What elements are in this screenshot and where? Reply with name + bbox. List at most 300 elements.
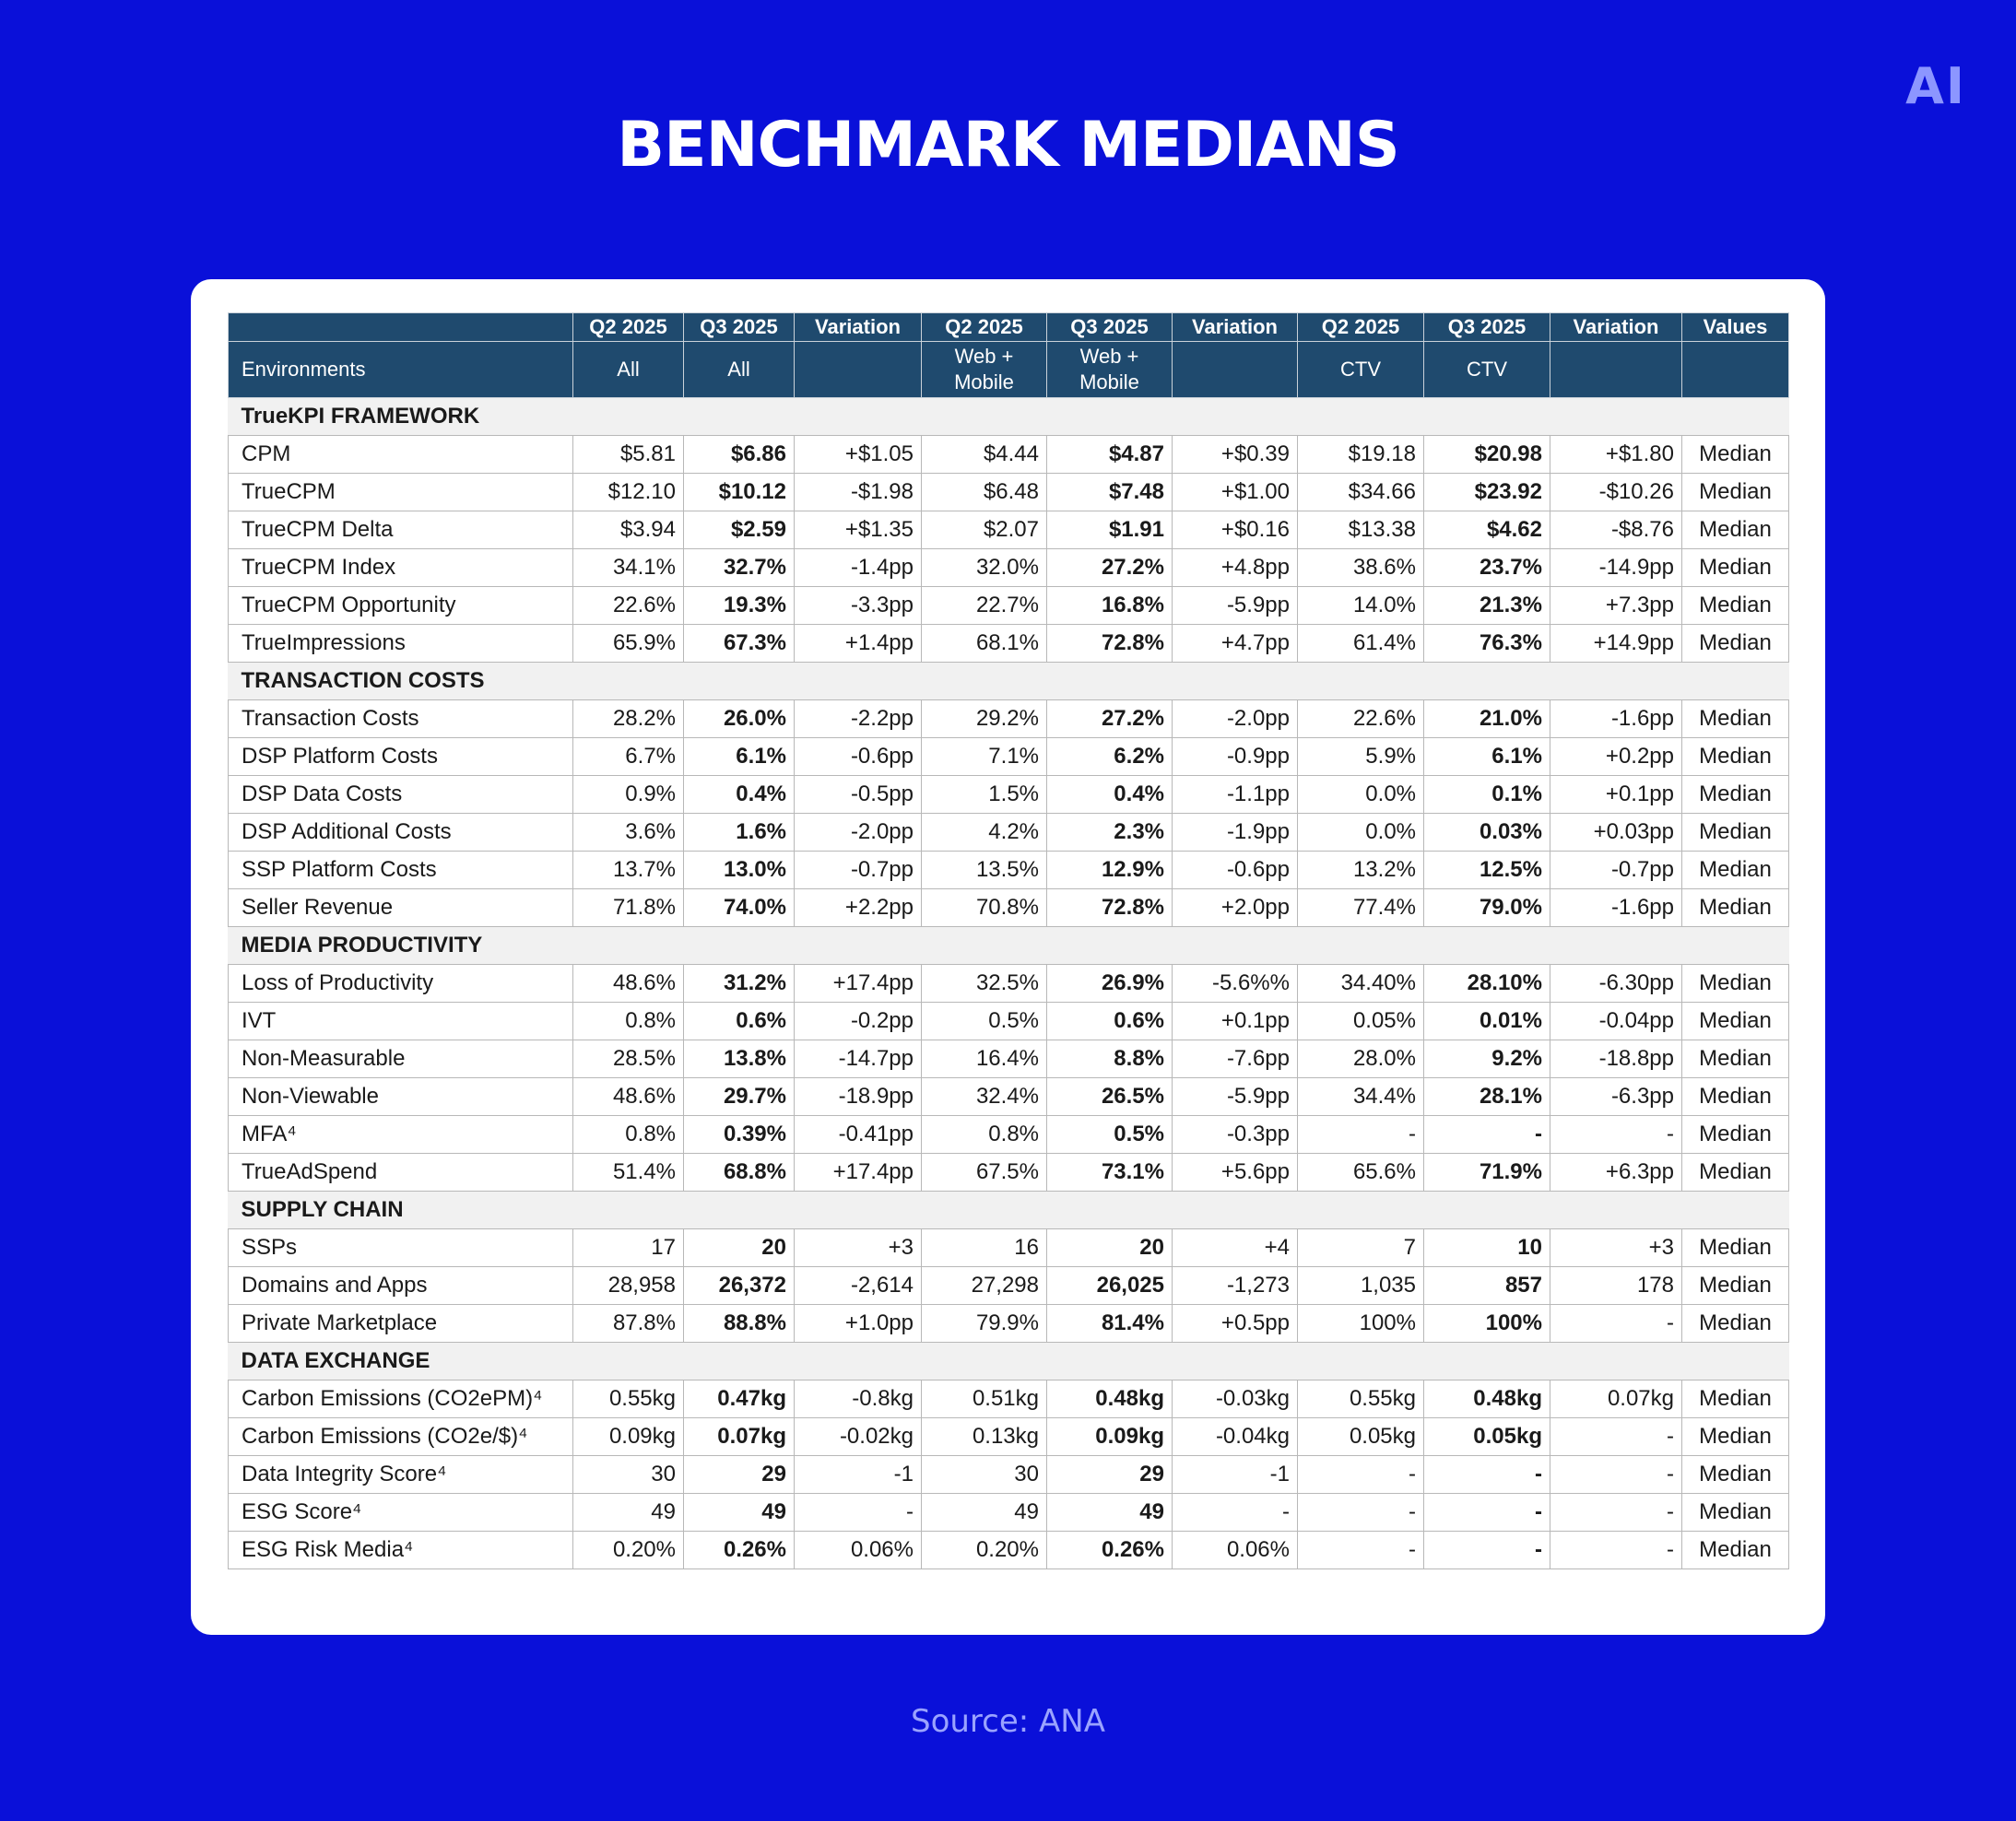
table-cell: -0.04kg [1173,1418,1298,1456]
table-cell: 0.8% [922,1116,1047,1154]
value-type-cell: Median [1682,1494,1789,1532]
header-cell: All [684,342,795,398]
table-cell: 2.3% [1047,814,1173,852]
table-cell: 22.7% [922,587,1047,625]
value-type-cell: Median [1682,1418,1789,1456]
table-cell: 0.06% [1173,1532,1298,1569]
table-cell: -0.41pp [795,1116,922,1154]
header-cell: Q2 2025 [1298,313,1424,342]
table-cell: 30 [573,1456,684,1494]
metric-label: TrueCPM Opportunity [229,587,573,625]
table-cell: 34.4% [1298,1078,1424,1116]
table-cell: 0.26% [684,1532,795,1569]
table-cell: - [1424,1494,1550,1532]
value-type-cell: Median [1682,814,1789,852]
table-cell: -0.03kg [1173,1380,1298,1418]
table-cell: 6.1% [684,738,795,776]
table-cell: 21.3% [1424,587,1550,625]
table-cell: -2.2pp [795,700,922,738]
table-row [229,889,1789,927]
table-cell: +0.1pp [1550,776,1682,814]
table-cell: $12.10 [573,474,684,511]
table-cell: - [1298,1116,1424,1154]
table-cell: - [1424,1456,1550,1494]
table-row [229,549,1789,587]
table-cell: $1.91 [1047,511,1173,549]
table-cell: 13.8% [684,1040,795,1078]
table-cell: - [1550,1532,1682,1569]
metric-label: IVT [229,1003,573,1040]
table-cell: 31.2% [684,965,795,1003]
table-cell: $7.48 [1047,474,1173,511]
table-cell: -2,614 [795,1267,922,1305]
table-cell: $3.94 [573,511,684,549]
value-type-cell: Median [1682,1456,1789,1494]
table-cell: -14.7pp [795,1040,922,1078]
table-cell: $20.98 [1424,436,1550,474]
table-cell: 0.47kg [684,1380,795,1418]
table-row [229,511,1789,549]
value-type-cell: Median [1682,1532,1789,1569]
metric-label: ESG Score⁴ [229,1494,573,1532]
table-cell: 32.0% [922,549,1047,587]
table-cell: -1.4pp [795,549,922,587]
value-type-cell: Median [1682,1229,1789,1267]
table-cell: -0.7pp [1550,852,1682,889]
table-cell: 0.13kg [922,1418,1047,1456]
table-cell: 0.03% [1424,814,1550,852]
table-body [229,398,1789,1569]
table-cell: 48.6% [573,1078,684,1116]
table-cell: 72.8% [1047,889,1173,927]
table-cell: +0.2pp [1550,738,1682,776]
table-cell: 32.4% [922,1078,1047,1116]
table-cell: - [1298,1494,1424,1532]
table-cell: -1.6pp [1550,889,1682,927]
table-cell: +0.1pp [1173,1003,1298,1040]
table-cell: $34.66 [1298,474,1424,511]
table-cell: 87.8% [573,1305,684,1343]
table-cell: 0.1% [1424,776,1550,814]
table-cell: 8.8% [1047,1040,1173,1078]
table-row [229,1040,1789,1078]
table-row [229,700,1789,738]
table-cell: +3 [1550,1229,1682,1267]
table-cell: 29.2% [922,700,1047,738]
table-cell: 67.3% [684,625,795,663]
table-cell: 26.9% [1047,965,1173,1003]
table-cell: 49 [1047,1494,1173,1532]
section-header-row [229,1343,1789,1380]
table-cell: -0.7pp [795,852,922,889]
table-cell: 1.5% [922,776,1047,814]
value-type-cell: Median [1682,1003,1789,1040]
table-row [229,738,1789,776]
table-cell: 13.2% [1298,852,1424,889]
table-cell: +3 [795,1229,922,1267]
table-container [228,312,1788,1569]
metric-label: Data Integrity Score⁴ [229,1456,573,1494]
table-cell: 28.0% [1298,1040,1424,1078]
table-cell: 22.6% [1298,700,1424,738]
value-type-cell: Median [1682,549,1789,587]
header-row-periods [229,313,1789,342]
header-cell: Q3 2025 [1424,313,1550,342]
table-cell: 0.26% [1047,1532,1173,1569]
value-type-cell: Median [1682,852,1789,889]
table-row [229,852,1789,889]
table-cell: 29 [684,1456,795,1494]
table-cell: +1.4pp [795,625,922,663]
table-row [229,814,1789,852]
table-cell: -18.8pp [1550,1040,1682,1078]
table-cell: 100% [1424,1305,1550,1343]
table-cell: +$1.80 [1550,436,1682,474]
table-cell: 79.0% [1424,889,1550,927]
table-cell: $13.38 [1298,511,1424,549]
value-type-cell: Median [1682,889,1789,927]
table-cell: 71.9% [1424,1154,1550,1192]
table-cell: 49 [922,1494,1047,1532]
table-cell: 0.0% [1298,776,1424,814]
header-cell: Variation [1550,313,1682,342]
table-cell: 4.2% [922,814,1047,852]
header-cell: Web + Mobile [922,342,1047,398]
header-cell: Values [1682,313,1789,342]
table-cell: 0.05kg [1424,1418,1550,1456]
table-cell: 74.0% [684,889,795,927]
table-cell: 0.09kg [1047,1418,1173,1456]
table-cell: +$1.05 [795,436,922,474]
table-cell: 3.6% [573,814,684,852]
table-cell: $2.59 [684,511,795,549]
metric-label: Transaction Costs [229,700,573,738]
section-header-row [229,1192,1789,1229]
table-cell: -18.9pp [795,1078,922,1116]
header-cell: Variation [1173,313,1298,342]
table-cell: - [1550,1456,1682,1494]
table-cell: +2.0pp [1173,889,1298,927]
table-cell: +4.8pp [1173,549,1298,587]
table-cell: $2.07 [922,511,1047,549]
section-header-row [229,927,1789,965]
table-cell: +1.0pp [795,1305,922,1343]
table-cell: -7.6pp [1173,1040,1298,1078]
table-cell: 0.09kg [573,1418,684,1456]
table-cell: 81.4% [1047,1305,1173,1343]
table-cell: 0.6% [1047,1003,1173,1040]
metric-label: Non-Viewable [229,1078,573,1116]
table-cell: 19.3% [684,587,795,625]
table-cell: - [795,1494,922,1532]
metric-label: TrueAdSpend [229,1154,573,1192]
metric-label: TrueCPM Index [229,549,573,587]
value-type-cell: Median [1682,965,1789,1003]
table-cell: 0.20% [573,1532,684,1569]
table-cell: $4.44 [922,436,1047,474]
table-cell: 0.07kg [684,1418,795,1456]
metric-label: SSPs [229,1229,573,1267]
table-row [229,1078,1789,1116]
metric-label: TrueImpressions [229,625,573,663]
metric-label: TrueCPM Delta [229,511,573,549]
table-cell: 28.1% [1424,1078,1550,1116]
table-cell: -1 [795,1456,922,1494]
table-cell: 27,298 [922,1267,1047,1305]
table-cell: 12.5% [1424,852,1550,889]
table-cell: 38.6% [1298,549,1424,587]
table-cell: 0.07kg [1550,1380,1682,1418]
page-title: BENCHMARK MEDIANS [617,109,1399,182]
metric-label: Loss of Productivity [229,965,573,1003]
table-cell: $6.48 [922,474,1047,511]
table-cell: 26,025 [1047,1267,1173,1305]
value-type-cell: Median [1682,1267,1789,1305]
table-row [229,965,1789,1003]
table-cell: 13.5% [922,852,1047,889]
table-cell: 100% [1298,1305,1424,1343]
table-cell: 27.2% [1047,700,1173,738]
table-row [229,1456,1789,1494]
section-title: SUPPLY CHAIN [229,1192,1789,1229]
table-cell: 5.9% [1298,738,1424,776]
brand-logo: AI [1905,57,1966,115]
table-cell: 6.1% [1424,738,1550,776]
table-cell: 10 [1424,1229,1550,1267]
value-type-cell: Median [1682,1154,1789,1192]
value-type-cell: Median [1682,1380,1789,1418]
table-cell: - [1550,1116,1682,1154]
section-header-row [229,398,1789,436]
value-type-cell: Median [1682,1040,1789,1078]
table-row [229,436,1789,474]
table-cell: -0.02kg [795,1418,922,1456]
header-cell: Variation [795,313,922,342]
table-cell: 9.2% [1424,1040,1550,1078]
header-cell [229,313,573,342]
table-cell: 48.6% [573,965,684,1003]
table-cell: +17.4pp [795,1154,922,1192]
header-cell [795,342,922,398]
table-row [229,1229,1789,1267]
table-cell: - [1298,1456,1424,1494]
table-row [229,1305,1789,1343]
table-cell: 21.0% [1424,700,1550,738]
table-cell: $10.12 [684,474,795,511]
table-row [229,474,1789,511]
table-cell: +2.2pp [795,889,922,927]
table-cell: - [1424,1532,1550,1569]
table-cell: -14.9pp [1550,549,1682,587]
table-cell: 857 [1424,1267,1550,1305]
table-cell: 0.55kg [1298,1380,1424,1418]
table-cell: 20 [684,1229,795,1267]
table-cell: +5.6pp [1173,1154,1298,1192]
table-cell: -1.1pp [1173,776,1298,814]
table-cell: 0.48kg [1424,1380,1550,1418]
header-cell-environments: Environments [229,342,573,398]
table-cell: +17.4pp [795,965,922,1003]
table-cell: -1.9pp [1173,814,1298,852]
value-type-cell: Median [1682,776,1789,814]
table-row [229,587,1789,625]
table-cell: 28.10% [1424,965,1550,1003]
table-cell: 34.1% [573,549,684,587]
table-cell: 26.0% [684,700,795,738]
table-cell: 49 [684,1494,795,1532]
value-type-cell: Median [1682,1305,1789,1343]
table-cell: 178 [1550,1267,1682,1305]
table-cell: - [1173,1494,1298,1532]
table-cell: -$10.26 [1550,474,1682,511]
value-type-cell: Median [1682,1078,1789,1116]
table-cell: $4.87 [1047,436,1173,474]
table-cell: -$8.76 [1550,511,1682,549]
table-card [191,279,1825,1635]
header-cell [1682,342,1789,398]
section-title: TRANSACTION COSTS [229,663,1789,700]
table-cell: 0.20% [922,1532,1047,1569]
table-cell: 72.8% [1047,625,1173,663]
table-cell: 0.39% [684,1116,795,1154]
table-cell: -3.3pp [795,587,922,625]
metric-label: CPM [229,436,573,474]
table-cell: 0.06% [795,1532,922,1569]
table-cell: 71.8% [573,889,684,927]
table-cell: -$1.98 [795,474,922,511]
table-cell: +4 [1173,1229,1298,1267]
metric-label: Private Marketplace [229,1305,573,1343]
table-cell: 13.0% [684,852,795,889]
table-cell: 70.8% [922,889,1047,927]
table-cell: 26.5% [1047,1078,1173,1116]
table-cell: 28.5% [573,1040,684,1078]
table-cell: 20 [1047,1229,1173,1267]
table-cell: 0.48kg [1047,1380,1173,1418]
table-cell: 0.4% [1047,776,1173,814]
table-cell: -0.5pp [795,776,922,814]
table-row [229,1532,1789,1569]
table-cell: 0.05kg [1298,1418,1424,1456]
table-cell: +$0.39 [1173,436,1298,474]
metric-label: Domains and Apps [229,1267,573,1305]
header-cell: Q3 2025 [1047,313,1173,342]
table-cell: 77.4% [1298,889,1424,927]
table-cell: -1.6pp [1550,700,1682,738]
value-type-cell: Median [1682,738,1789,776]
table-cell: 1.6% [684,814,795,852]
value-type-cell: Median [1682,625,1789,663]
table-cell: -6.3pp [1550,1078,1682,1116]
table-cell: 0.5% [922,1003,1047,1040]
table-cell: 27.2% [1047,549,1173,587]
metric-label: DSP Platform Costs [229,738,573,776]
table-cell: 79.9% [922,1305,1047,1343]
table-cell: 73.1% [1047,1154,1173,1192]
table-cell: 14.0% [1298,587,1424,625]
header-cell: Q2 2025 [573,313,684,342]
value-type-cell: Median [1682,474,1789,511]
table-cell: 6.2% [1047,738,1173,776]
section-header-row [229,663,1789,700]
table-cell: - [1424,1116,1550,1154]
table-cell: 17 [573,1229,684,1267]
table-cell: - [1550,1418,1682,1456]
table-cell: -1,273 [1173,1267,1298,1305]
benchmark-table [228,312,1789,1569]
table-cell: -0.3pp [1173,1116,1298,1154]
table-cell: 76.3% [1424,625,1550,663]
section-title: MEDIA PRODUCTIVITY [229,927,1789,965]
table-cell: 0.4% [684,776,795,814]
table-cell: 30 [922,1456,1047,1494]
table-cell: - [1550,1305,1682,1343]
table-cell: +$1.00 [1173,474,1298,511]
section-title: DATA EXCHANGE [229,1343,1789,1380]
table-cell: -0.6pp [795,738,922,776]
value-type-cell: Median [1682,1116,1789,1154]
header-cell: CTV [1424,342,1550,398]
table-cell: 0.01% [1424,1003,1550,1040]
table-cell: +$1.35 [795,511,922,549]
table-cell: 0.8% [573,1116,684,1154]
table-cell: 32.5% [922,965,1047,1003]
table-cell: +$0.16 [1173,511,1298,549]
table-cell: 29.7% [684,1078,795,1116]
table-cell: 0.05% [1298,1003,1424,1040]
table-row [229,1380,1789,1418]
table-cell: -2.0pp [795,814,922,852]
table-cell: -6.30pp [1550,965,1682,1003]
table-cell: 65.6% [1298,1154,1424,1192]
table-row [229,1154,1789,1192]
table-cell: -0.8kg [795,1380,922,1418]
table-cell: 88.8% [684,1305,795,1343]
table-cell: 49 [573,1494,684,1532]
table-cell: +0.5pp [1173,1305,1298,1343]
table-row [229,1267,1789,1305]
table-cell: 67.5% [922,1154,1047,1192]
table-row [229,625,1789,663]
metric-label: DSP Data Costs [229,776,573,814]
table-cell: $23.92 [1424,474,1550,511]
table-cell: -5.9pp [1173,587,1298,625]
metric-label: Carbon Emissions (CO2e/$)⁴ [229,1418,573,1456]
table-cell: +0.03pp [1550,814,1682,852]
table-cell: -5.9pp [1173,1078,1298,1116]
table-cell: 28.2% [573,700,684,738]
value-type-cell: Median [1682,587,1789,625]
table-cell: 22.6% [573,587,684,625]
table-cell: +6.3pp [1550,1154,1682,1192]
table-cell: 28,958 [573,1267,684,1305]
metric-label: Non-Measurable [229,1040,573,1078]
table-cell: 68.8% [684,1154,795,1192]
metric-label: Seller Revenue [229,889,573,927]
table-cell: 7 [1298,1229,1424,1267]
table-cell: 0.6% [684,1003,795,1040]
header-row-environments [229,342,1789,398]
table-cell: 7.1% [922,738,1047,776]
table-cell: 26,372 [684,1267,795,1305]
table-cell: 68.1% [922,625,1047,663]
metric-label: ESG Risk Media⁴ [229,1532,573,1569]
header-cell: All [573,342,684,398]
table-cell: -0.04pp [1550,1003,1682,1040]
table-cell: $4.62 [1424,511,1550,549]
metric-label: DSP Additional Costs [229,814,573,852]
table-row [229,1418,1789,1456]
